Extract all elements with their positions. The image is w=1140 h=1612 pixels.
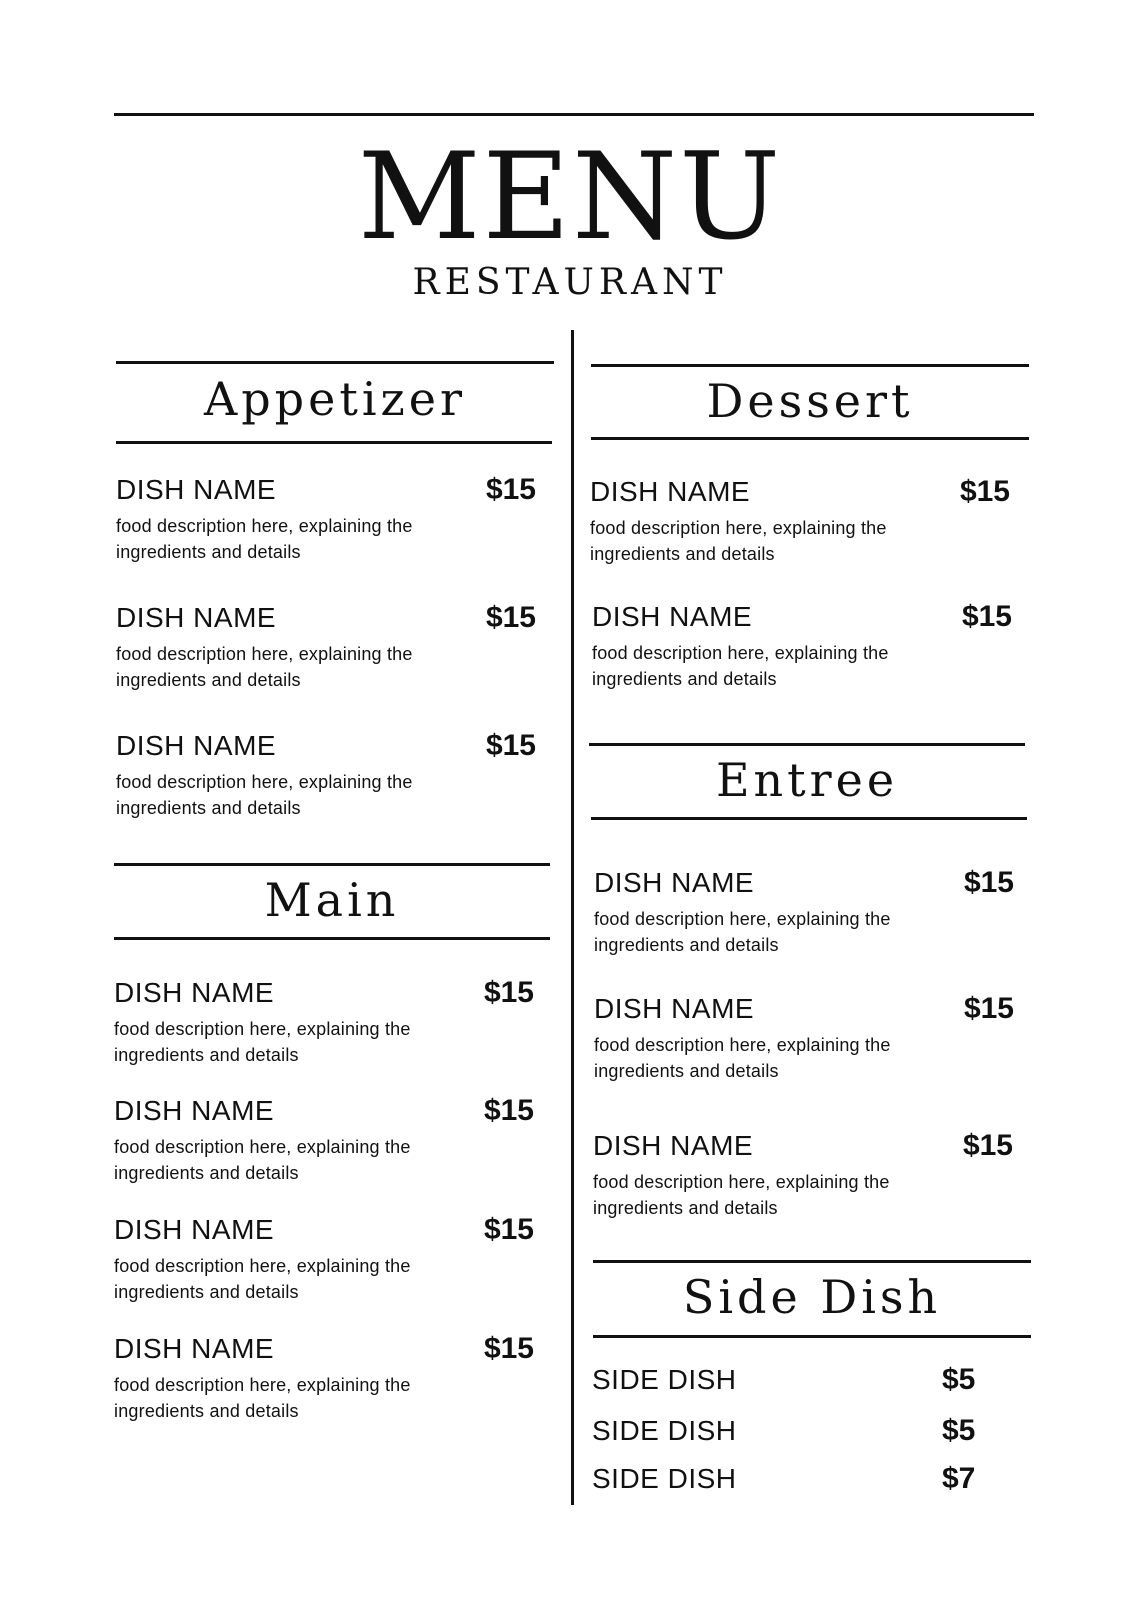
entree-top-rule — [589, 743, 1025, 746]
dish-description: food description here, explaining the ingredients and details — [592, 643, 889, 689]
dish-description: food description here, explaining the ingredients and details — [114, 1375, 411, 1421]
appetizer-item-3 — [116, 729, 536, 821]
side-dish-price: $5 — [942, 1363, 976, 1396]
dish-description: food description here, explaining the ingredients and details — [593, 1172, 890, 1218]
side-dish-item-3 — [592, 1461, 992, 1501]
entree-item-3 — [593, 1129, 1013, 1221]
dish-name: DISH NAME — [594, 867, 755, 898]
side-dish-top-rule — [593, 1260, 1031, 1263]
top-rule — [114, 113, 1034, 116]
dish-name: DISH NAME — [114, 1095, 275, 1126]
dish-name: DISH NAME — [116, 474, 277, 505]
menu-title: MENU — [357, 128, 783, 267]
side-dish-item-1 — [592, 1362, 992, 1402]
dish-name: DISH NAME — [593, 1130, 754, 1161]
side-dish-name: SIDE DISH — [592, 1463, 737, 1494]
dish-description: food description here, explaining the ingredients and details — [114, 1019, 411, 1065]
dish-price: $15 — [485, 473, 536, 506]
entree-heading: Entree — [715, 753, 899, 807]
dish-description: food description here, explaining the ingredients and details — [116, 772, 413, 818]
dish-price: $15 — [483, 1332, 534, 1365]
dish-description: food description here, explaining the ingredients and details — [594, 909, 891, 955]
dessert-top-rule — [591, 364, 1029, 367]
side-dish-bottom-rule — [593, 1335, 1031, 1338]
side-dish-name: SIDE DISH — [592, 1415, 737, 1446]
dish-name: DISH NAME — [114, 1333, 275, 1364]
appetizer-top-rule — [116, 361, 554, 364]
dish-price: $15 — [485, 601, 536, 634]
dish-price: $15 — [963, 866, 1014, 899]
main-top-rule — [114, 863, 550, 866]
appetizer-item-2 — [116, 601, 536, 693]
dish-price: $15 — [961, 600, 1012, 633]
main-bottom-rule — [114, 937, 550, 940]
dish-price: $15 — [962, 1129, 1013, 1162]
dish-description: food description here, explaining the ingredients and details — [114, 1137, 411, 1183]
dessert-item-2 — [592, 600, 1012, 692]
main-item-2 — [114, 1094, 534, 1186]
entree-bottom-rule — [591, 817, 1027, 820]
dish-name: DISH NAME — [116, 602, 277, 633]
column-divider — [571, 330, 574, 1505]
dish-name: DISH NAME — [114, 977, 275, 1008]
dish-price: $15 — [483, 1213, 534, 1246]
entree-item-2 — [594, 992, 1014, 1084]
main-heading: Main — [264, 873, 400, 927]
dish-price: $15 — [959, 475, 1010, 508]
dish-name: DISH NAME — [590, 476, 751, 507]
dish-price: $15 — [483, 1094, 534, 1127]
main-item-3 — [114, 1213, 534, 1305]
dish-name: DISH NAME — [592, 601, 753, 632]
side-dish-item-2 — [592, 1413, 992, 1453]
appetizer-heading: Appetizer — [204, 372, 466, 426]
dish-name: DISH NAME — [114, 1214, 275, 1245]
side-dish-name: SIDE DISH — [592, 1364, 737, 1395]
dish-name: DISH NAME — [116, 730, 277, 761]
dish-description: food description here, explaining the ingredients and details — [590, 518, 887, 564]
side-dish-heading: Side Dish — [682, 1270, 942, 1324]
dish-price: $15 — [483, 976, 534, 1009]
appetizer-item-1 — [116, 473, 536, 565]
dish-description: food description here, explaining the ingredients and details — [116, 644, 413, 690]
dish-price: $15 — [963, 992, 1014, 1025]
dish-price: $15 — [485, 729, 536, 762]
appetizer-bottom-rule — [116, 441, 552, 444]
dish-description: food description here, explaining the ingredients and details — [594, 1035, 891, 1081]
entree-item-1 — [594, 866, 1014, 958]
dessert-bottom-rule — [591, 437, 1029, 440]
dessert-heading: Dessert — [706, 374, 914, 428]
dessert-item-1 — [590, 475, 1010, 567]
side-dish-price: $7 — [942, 1462, 976, 1495]
dish-name: DISH NAME — [594, 993, 755, 1024]
dish-description: food description here, explaining the ingredients and details — [116, 516, 413, 562]
main-item-4 — [114, 1332, 534, 1424]
side-dish-price: $5 — [942, 1414, 976, 1447]
main-item-1 — [114, 976, 534, 1068]
dish-description: food description here, explaining the ingredients and details — [114, 1256, 411, 1302]
restaurant-subtitle: RESTAURANT — [412, 262, 728, 303]
